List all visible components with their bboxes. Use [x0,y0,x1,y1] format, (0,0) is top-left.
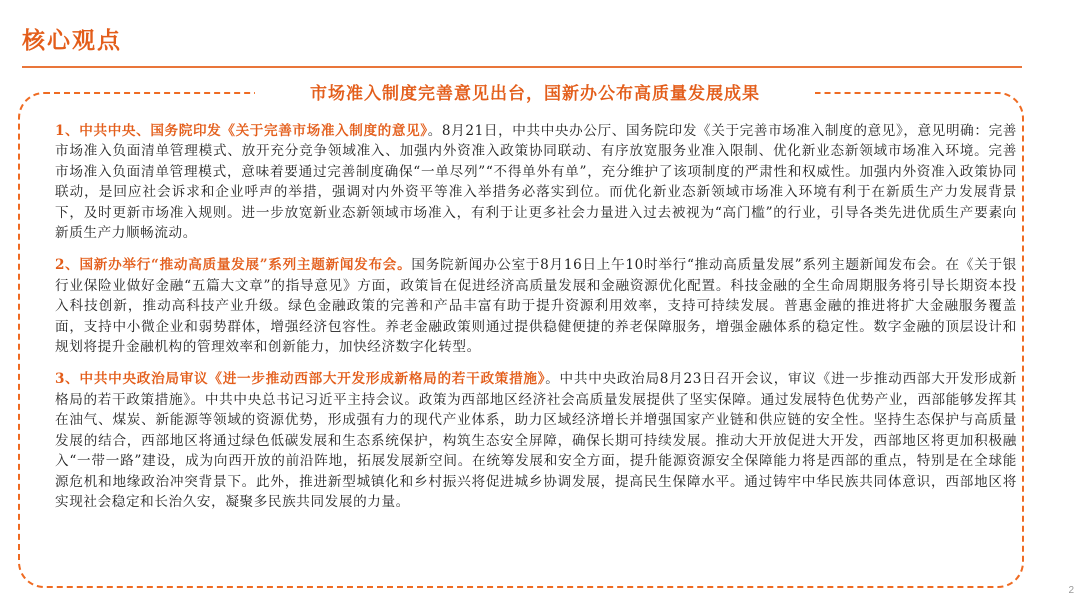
paragraph-2-lead: 2、国新办举行“推动高质量发展”系列主题新闻发布会。 [55,257,412,274]
paragraph-1-lead: 1、中共中央、国务院印发《关于完善市场准入制度的意见》 [55,123,428,139]
paragraph-3-lead: 3、中共中央政治局审议《进一步推动西部大开发形成新格局的若干政策措施》 [55,371,546,388]
paragraph-1 [55,121,1017,243]
title-divider [22,66,1022,68]
paragraph-2 [55,255,1017,357]
paragraph-3-body: 。中共中央政治局8月23日召开会议，审议《进一步推动西部大开发形成新格局的若干政策措施》。中共中央总书记习近平主持会议。政策为西部地区经济社会高质量发展提供了坚实保障。通过发展特色优势产业，西部能够发挥其在油气、煤炭、新能源等领域的资源优势，形成强有力的现代产业体系，助力区域经济增长并增强国家产业链和供应链的安全性。坚持生态保护与高质量发展的结合，西部地区将通过绿色低碳发展和生态系统保护，构筑生态安全屏障，确保长期可持续发展。推动大开放促进大开发，西部地区将更加积极融入“一带一路”建设，成为向西开放的前沿阵地，拓展发展新空间。在统筹发展和安全方面，提升能源资源安全保障能力将是西部的重点，特别是在全球能源危机和地缘政治冲突背景下。此外，推进新型城镇化和乡村振兴将促进城乡协调发展，提高民生保障水平。通过铸牢中华民族共同体意识，西部地区将实现社会稳定和长治久安，凝聚多民族共同发展的力量。 [55,371,1017,510]
page-number: 2 [1068,585,1074,596]
paragraph-2-body: 国务院新闻办公室于8月16日上午10时举行“推动高质量发展”系列主题新闻发布会。在《关于银行业保险业做好金融“五篇大文章”的指导意见》方面，政策旨在促进经济高质量发展和金融资源优化配置。科技金融的全生命周期服务将引导长期资本投入科技创新，推动高科技产业升级。绿色金融政策的完善和产品丰富有助于提升资源利用效率，支持可持续发展。普惠金融的推进将扩大金融服务覆盖面，支持中小微企业和弱势群体，增强经济包容性。养老金融政策则通过提供稳健便捷的养老保障服务，增强金融体系的稳定性。数字金融的顶层设计和规划将提升金融机构的管理效率和创新能力，加快经济数字化转型。 [55,257,1017,356]
box-heading: 市场准入制度完善意见出台，国新办公布高质量发展成果 [255,80,815,108]
paragraph-3 [55,369,1017,512]
paragraph-1-body: 。8月21日，中共中央办公厅、国务院印发《关于完善市场准入制度的意见》，意见明确：完善市场准入负面清单管理模式、放开充分竞争领域准入、加强内外资准入政策协同联动、有序放宽服务业准入限制、优化新业态新领域市场准入环境。完善市场准入负面清单管理模式，意味着要通过完善制度确保“一单尽列”“不得单外有单”，充分维护了该项制度的严肃性和权威性。加强内外资准入政策协同联动，是回应社会诉求和企业呼声的举措，强调对内外资平等准入举措务必落实到位。而优化新业态新领域市场准入环境有利于在新质生产力发展背景下，及时更新市场准入规则。进一步放宽新业态新领域市场准入，有利于让更多社会力量进入过去被视为“高门槛”的行业，引导各类先进优质生产要素向新质生产力顺畅流动。 [55,123,1017,242]
content-area [55,121,1017,524]
page-title: 核心观点 [22,27,122,54]
